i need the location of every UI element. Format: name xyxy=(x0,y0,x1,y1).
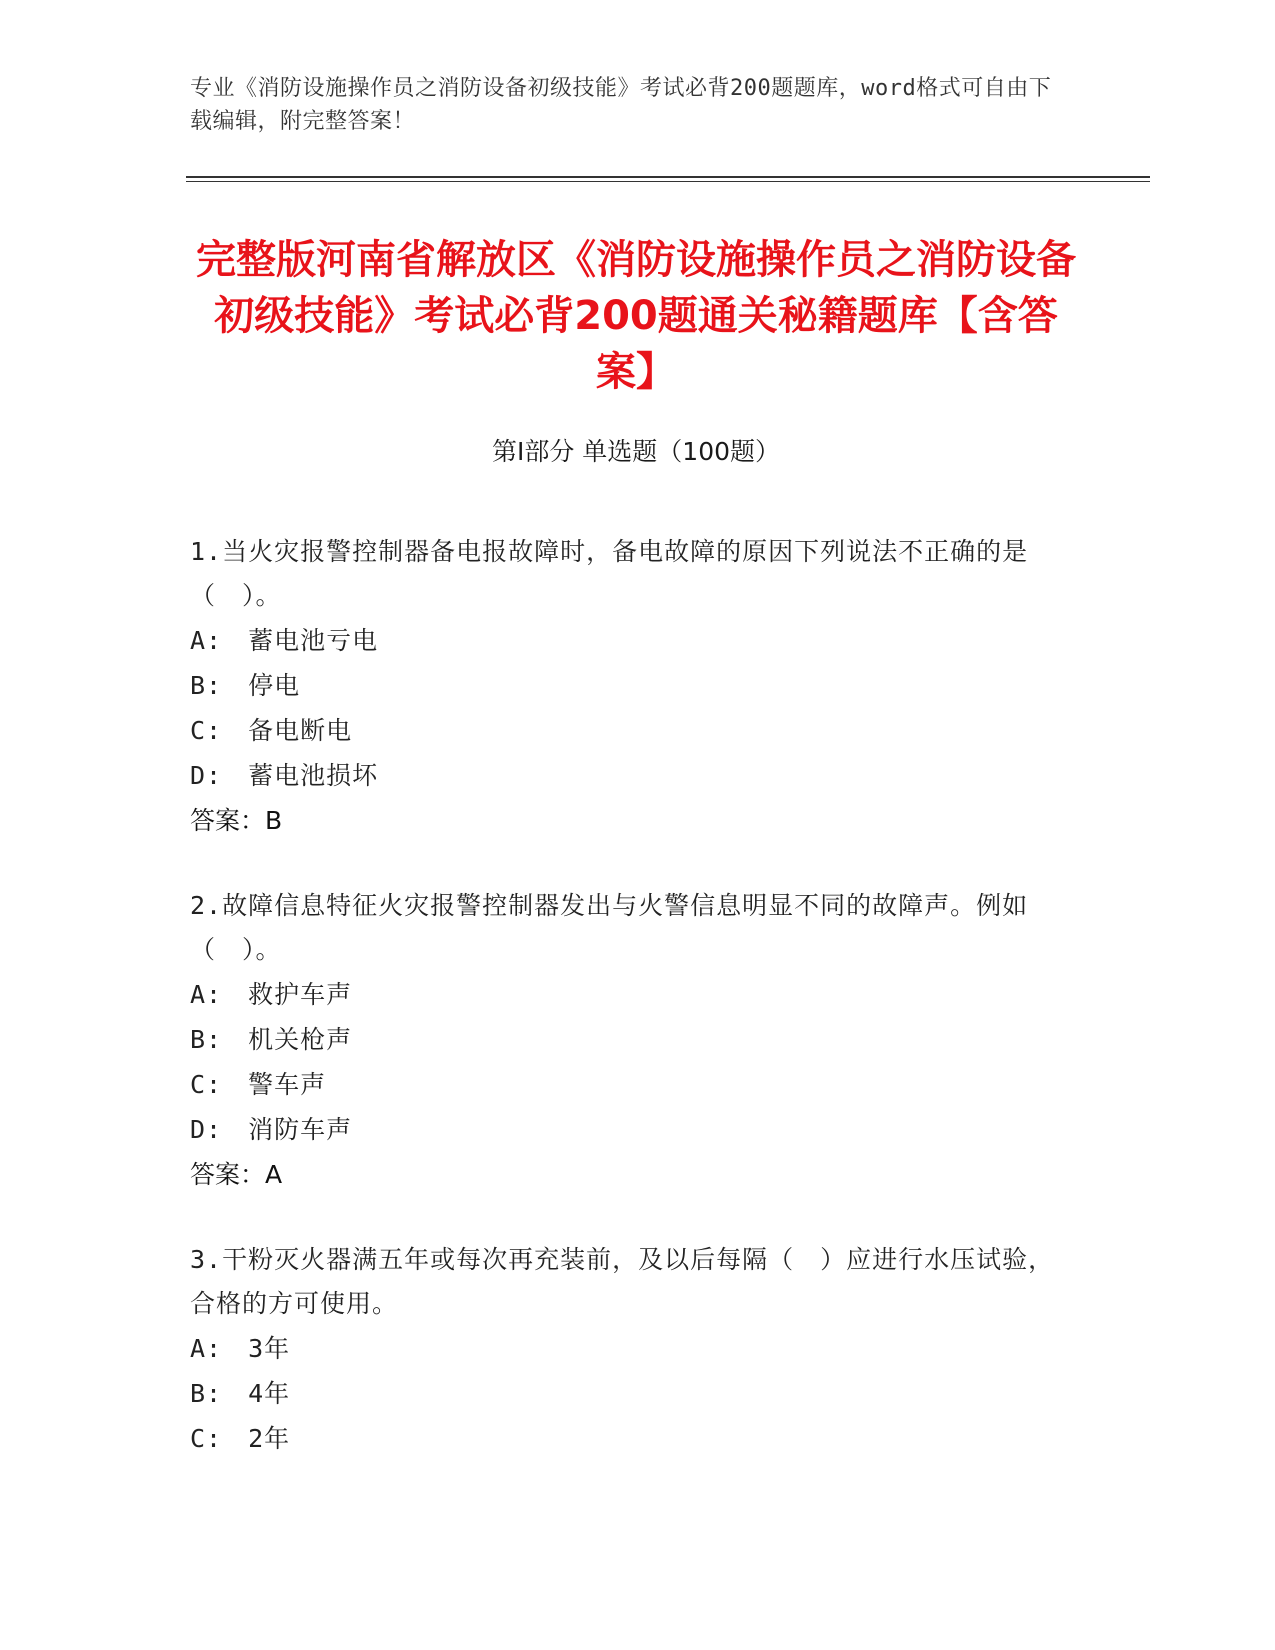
option-c: C: 警车声 xyxy=(190,1070,327,1099)
question-3 xyxy=(190,1238,1070,1461)
option-d: D: 蓄电池损坏 xyxy=(190,761,379,790)
option-b: B: 停电 xyxy=(190,671,301,700)
option-b: B: 4年 xyxy=(190,1379,291,1408)
option-a: A: 3年 xyxy=(190,1334,291,1363)
question-stem: 2.故障信息特征火灾报警控制器发出与火警信息明显不同的故障声。例如（ ）。 xyxy=(190,891,1029,964)
option-a: A: 蓄电池亏电 xyxy=(190,626,379,655)
header-divider xyxy=(186,176,1150,178)
section-heading: 第Ⅰ部分 单选题（100题） xyxy=(491,437,781,466)
question-list xyxy=(190,530,1070,1501)
option-c: C: 2年 xyxy=(190,1424,291,1453)
document-title: 完整版河南省解放区《消防设施操作员之消防设备初级技能》考试必背200题通关秘籍题库【含答案】 xyxy=(196,237,1076,395)
answer-line: 答案：B xyxy=(190,806,283,835)
option-a: A: 救护车声 xyxy=(190,980,353,1009)
option-c: C: 备电断电 xyxy=(190,716,353,745)
question-stem: 1.当火灾报警控制器备电报故障时，备电故障的原因下列说法不正确的是（ ）。 xyxy=(190,537,1029,610)
answer-line: 答案：A xyxy=(190,1160,283,1189)
header-divider-thin xyxy=(186,181,1150,182)
question-2 xyxy=(190,884,1070,1198)
question-stem: 3.干粉灭火器满五年或每次再充装前，及以后每隔（ ）应进行水压试验，合格的方可使用。 xyxy=(190,1245,1055,1318)
option-b: B: 机关枪声 xyxy=(190,1025,353,1054)
option-d: D: 消防车声 xyxy=(190,1115,353,1144)
question-1 xyxy=(190,530,1070,844)
header-note: 专业《消防设施操作员之消防设备初级技能》考试必背200题题库，word格式可自由下载编辑，附完整答案！ xyxy=(190,76,1052,134)
